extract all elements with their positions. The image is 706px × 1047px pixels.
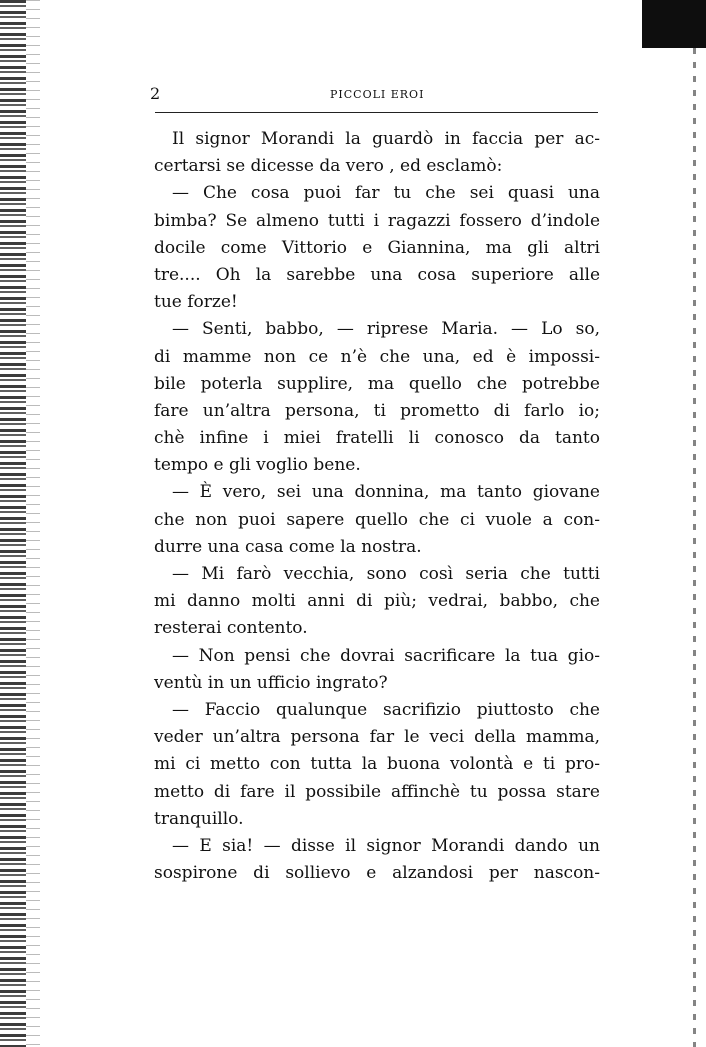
text-line: mi ci metto con tutta la buona volontà e ti pro- [154,754,600,775]
header-rule [155,112,598,113]
scan-edge-right [693,48,696,1047]
text-line: certarsi se dicesse da vero , ed esclamò: [154,156,503,177]
text-line: — Senti, babbo, — riprese Maria. — Lo so, [172,319,600,340]
text-line: bimba? Se almeno tutti i ragazzi fossero d’indole [154,210,600,231]
text-line: di mamme non ce n’è che una, ed è impossi- [154,346,600,367]
text-line: bile poterla supplire, ma quello che potrebbe [154,373,600,394]
text-line: docile come Vittorio e Giannina, ma gli altri [154,237,600,258]
page-number: 2 [150,84,161,103]
text-line: Il signor Morandi la guardò in faccia per ac- [172,129,600,149]
text-line: — Non pensi che dovrai sacrificare la tua gio- [172,645,600,666]
text-line: sospirone di sollievo e alzandosi per nascon- [154,863,600,884]
scan-edge-left [0,0,26,1047]
text-line: tue forze! [154,292,238,313]
text-line: — E sia! — disse il signor Morandi dando un [172,835,600,856]
text-line: durre una casa come la nostra. [154,536,422,557]
text-line: veder un’altra persona far le veci della mamma, [154,727,600,748]
scan-edge-right-corner [642,0,706,48]
text-line: resterai contento. [154,618,308,639]
text-line: fare un’altra persona, ti prometto di farlo io; [154,400,600,421]
text-line: — Che cosa puoi far tu che sei quasi una [172,183,600,204]
scan-edge-left-noise [26,0,40,1047]
text-line: — È vero, sei una donnina, ma tanto giovane [172,482,600,503]
text-line: — Mi farò vecchia, sono così seria che tutti [172,564,600,584]
text-line: tranquillo. [154,808,244,829]
text-line: chè infine i miei fratelli li conosco da tanto [154,428,600,449]
text-line: che non puoi sapere quello che ci vuole a con- [154,509,600,530]
text-line: mi danno molti anni di più; vedrai, babbo, che [154,591,600,612]
text-line: — Faccio qualunque sacrifizio piuttosto che [172,699,600,720]
page-header [150,84,600,106]
text-line: metto di fare il possibile affinchè tu possa stare [154,781,600,802]
text-line: ventù in un ufficio ingrato? [154,672,388,693]
text-line: tre.... Oh la sarebbe una cosa superiore alle [154,264,600,285]
body-text [154,126,600,887]
text-line: tempo e gli voglio bene. [154,455,361,476]
running-title: PICCOLI EROI [330,88,425,101]
